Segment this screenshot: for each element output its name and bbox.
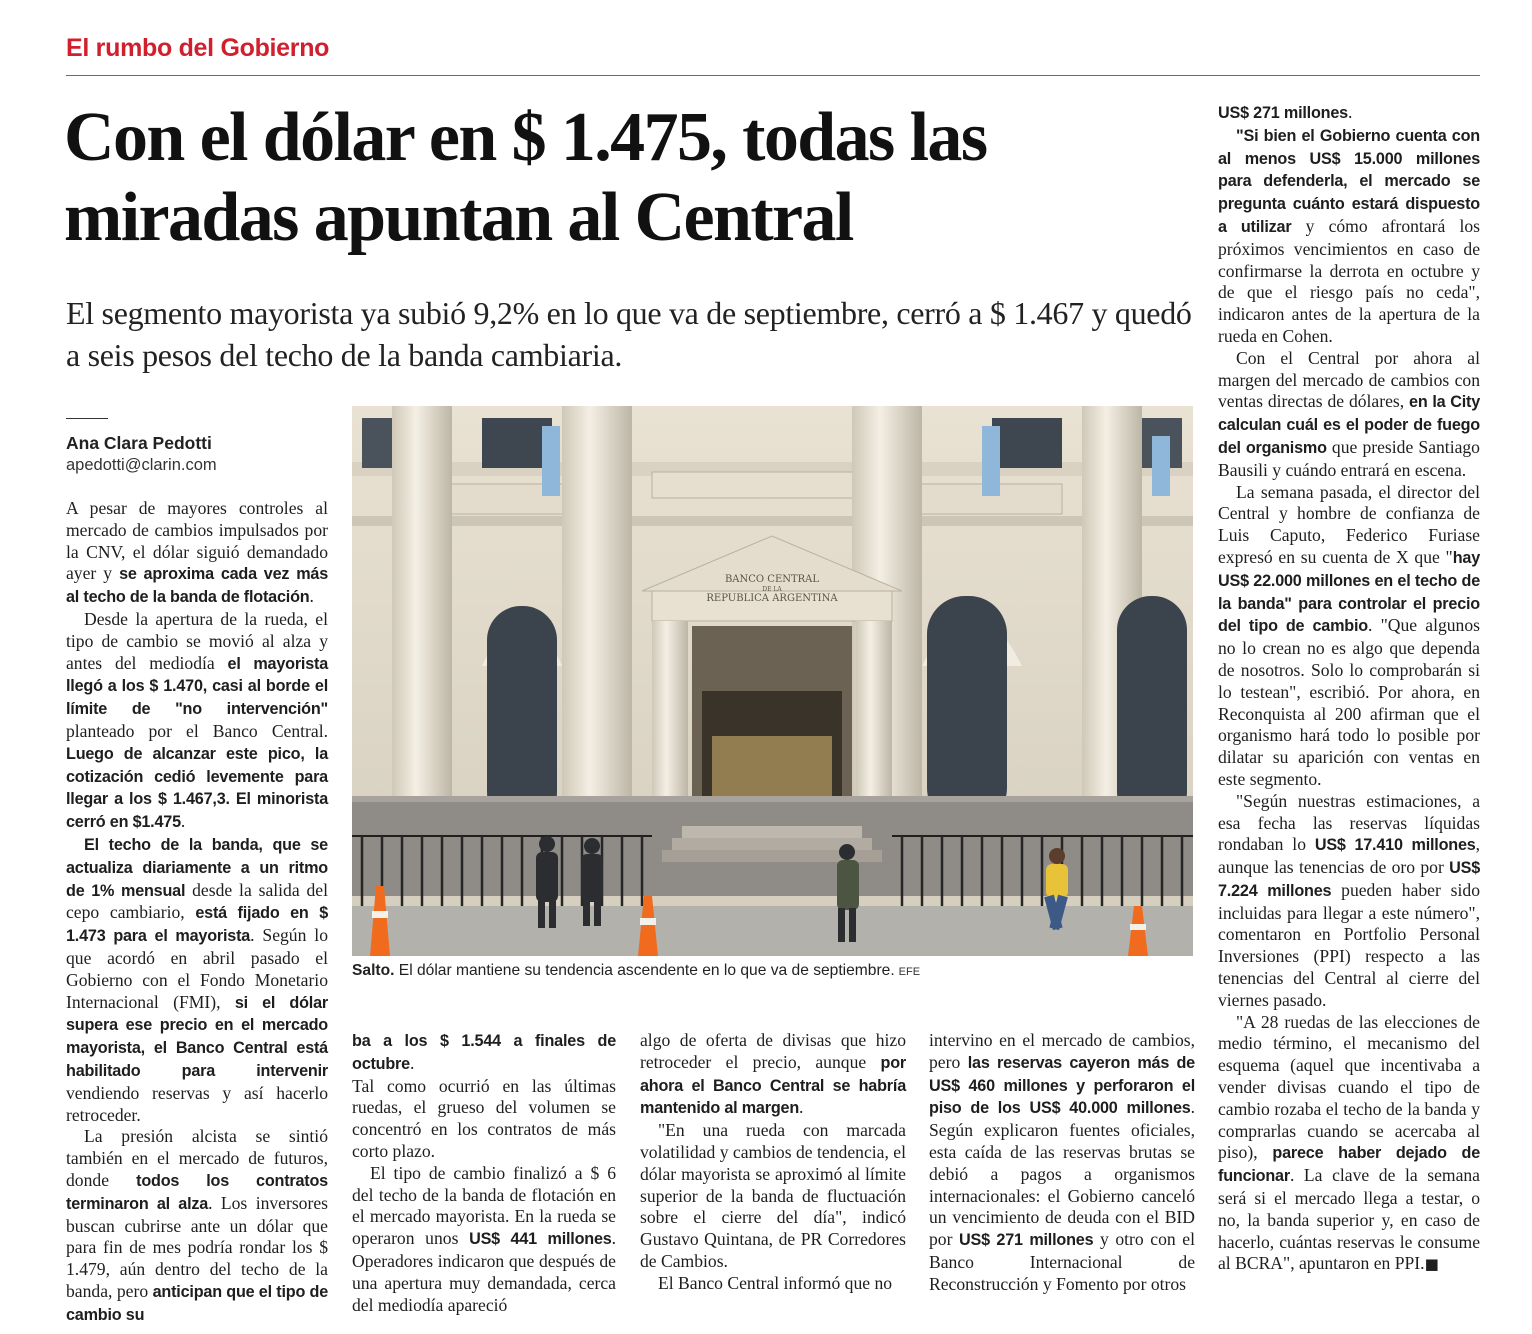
byline-rule [66, 418, 108, 419]
section-label: El rumbo del Gobierno [66, 34, 330, 62]
paragraph: "A 28 ruedas de las elecciones de medio término, el mecanismo del esquema (aquel que incentivaba a vender divisas cuando el tipo de cambio rozaba el techo de la banda y comprarlas cuando se acercaba al piso), parece haber dejado de funcionar. La clave de la semana será si el mercado llega a testar, o no, la banda superior y, en caso de hacerlo, cuántas reservas le consume al BCRA", apuntaron en PPI.■ [1218, 1011, 1481, 1274]
facade-text-3: REPUBLICA ARGENTINA [706, 593, 838, 604]
caption-credit: EFE [898, 966, 921, 978]
facade-text-1: BANCO CENTRAL [724, 574, 820, 585]
article-column-1 [66, 498, 328, 1326]
dek: El segmento mayorista ya subió 9,2% en lo que va de septiembre, cerró a $ 1.467 y quedó a seis pesos del techo de la banda cambiaria. [66, 295, 1192, 373]
paragraph: Desde la apertura de la rueda, el tipo de cambio se movió al alza y antes del mediodía el mayorista llegó a los $ 1.470, casi al borde el límite de "no intervención" planteado por el Banco Central. Luego de alcanzar este pico, la cotización cedió levemente para llegar a los $ 1.467,3. El minorista cerró en $1.475. [66, 608, 329, 832]
end-mark-icon: ■ [1424, 1255, 1439, 1274]
paragraph: "Según nuestras estimaciones, a esa fecha las reservas líquidas rondaban lo US$ 17.410 millones, aunque las tenencias de oro por US$ 7.224 millones pueden haber sido incluidas para llegar a este número", comentaron en Portfolio Personal Inversiones (PPI) respecto a las tenencias del Central al cierre del viernes pasado. [1218, 790, 1481, 1010]
article-column-5 [1218, 102, 1480, 1276]
paragraph: Con el Central por ahora al margen del mercado de cambios con ventas directas de dólares, en la City calculan cuál es el poder de fuego del organismo que preside Santiago Bausili y cuándo entrará en escena. [1218, 347, 1481, 480]
byline-author: Ana Clara Pedotti [66, 433, 212, 453]
paragraph: "En una rueda con marcada volatilidad y cambios de tendencia, el dólar mayorista se aproximó al límite superior de la banda de fluctuación sobre el cierre del día", indicó Gustavo Quintana, de PR Corredores de Cambios. [640, 1120, 906, 1271]
facade-text-2: DE LA [762, 586, 782, 593]
paragraph: El Banco Central informó que no [658, 1272, 893, 1293]
paragraph: algo de oferta de divisas que hizo retroceder el precio, aunque por ahora el Banco Central se habría mantenido al margen. [640, 1030, 906, 1118]
article-column-3 [640, 1030, 906, 1295]
headline: Con el dólar en $ 1.475, todas las miradas apuntan al Central [64, 99, 987, 256]
paragraph: A pesar de mayores controles al mercado de cambios impulsados por la CNV, el dólar siguió demandado ayer y se aproxima cada vez más al techo de la banda de flotación. [66, 498, 328, 607]
paragraph: La presión alcista se sintió también en el mercado de futuros, donde todos los contratos terminaron al alza. Los inversores buscan cubrirse ante un dólar que para fin de mes podría rondar los $ 1.479, aún dentro del techo de la banda, pero anticipan que el tipo de cambio su [66, 1126, 328, 1324]
caption-lead: Salto. [352, 962, 395, 979]
banco-central-photo [352, 406, 1193, 956]
top-rule [66, 75, 1480, 76]
paragraph: El tipo de cambio finalizó a $ 6 del techo de la banda de flotación en el mercado mayorista. En la rueda se operaron unos US$ 441 millones. Operadores indicaron que después de una apertura muy demandada, cerca del mediodía apareció [352, 1162, 616, 1315]
paragraph: ba a los $ 1.544 a finales de octubre. [352, 1032, 616, 1073]
paragraph: Tal como ocurrió en las últimas ruedas, el grueso del volumen se concentró en los contratos de más corto plazo. [352, 1075, 616, 1161]
paragraph: La semana pasada, el director del Central y hombre de confianza de Luis Caputo, Federico Furiase expresó en su cuenta de X que "hay US$ 22.000 millones en el techo de la banda" para controlar el precio del tipo de cambio. "Que algunos no lo crean no es algo que dependa de nosotros. Solo lo comprobarán si lo testean", escribió. Por ahora, en Reconquista al 200 afirman que el organismo hará todo lo posible por dilatar su aparición con ventas en este segmento. [1218, 481, 1480, 789]
photo-illustration [352, 406, 1193, 956]
paragraph: intervino en el mercado de cambios, pero las reservas cayeron más de US$ 460 millones y perforaron el piso de los US$ 40.000 millones. Según explicaron fuentes oficiales, esta caída de las reservas brutas se debió a pagos a organismos internacionales: el Gobierno canceló un vencimiento de deuda con el BID por US$ 271 millones y otro con el Banco Internacional de Reconstrucción y Fomento por otros [929, 1030, 1195, 1294]
photo-caption [352, 962, 1193, 980]
article-column-4 [929, 1030, 1195, 1296]
article-column-2 [352, 1030, 616, 1316]
byline-email[interactable]: apedotti@clarin.com [66, 456, 217, 474]
paragraph: "Si bien el Gobierno cuenta con al menos US$ 15.000 millones para defenderla, el mercado se pregunta cuánto estará dispuesto a utilizar y cómo afrontará los próximos vencimientos en caso de confirmarse la derrota en octubre y de que el riesgo país no ceda", indicaron antes de la apertura de la rueda en Cohen. [1218, 126, 1480, 346]
paragraph: US$ 271 millones. [1218, 102, 1353, 122]
paragraph: El techo de la banda, que se actualiza diariamente a un ritmo de 1% mensual desde la salida del cepo cambiario, está fijado en $ 1.473 para el mayorista. Según lo que acordó en abril pasado el Gobierno con el Fondo Monetario Internacional (FMI), si el dólar supera ese precio en el mercado mayorista, el Banco Central está habilitado para intervenir vendiendo reservas y así hacerlo retroceder. [66, 835, 329, 1125]
caption-text: El dólar mantiene su tendencia ascendente en lo que va de septiembre. [394, 962, 895, 979]
